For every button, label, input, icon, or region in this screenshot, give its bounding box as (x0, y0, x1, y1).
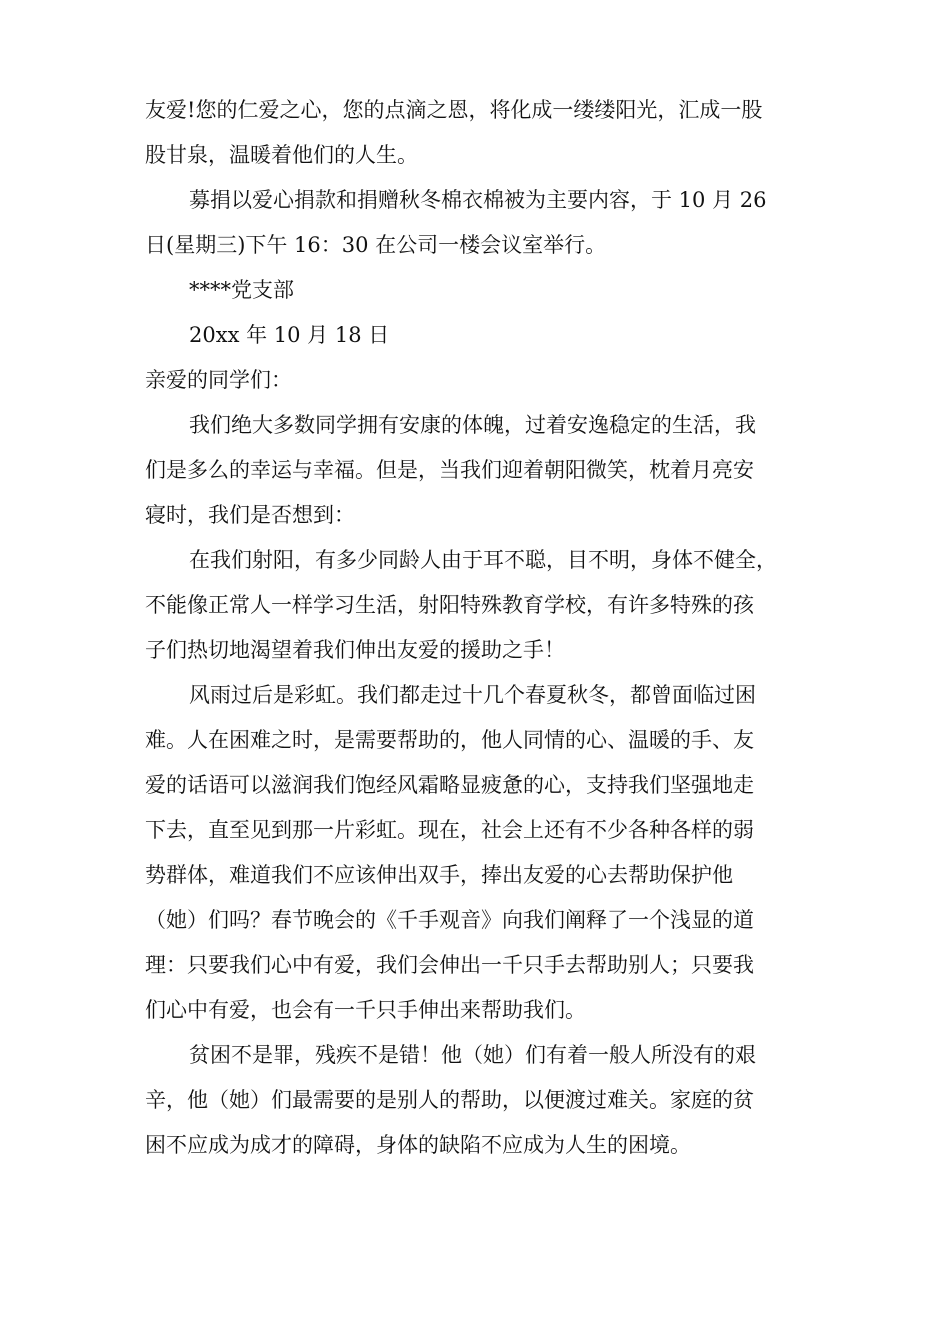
text-line: （她）们吗？春节晚会的《千手观音》向我们阐释了一个浅显的道 (145, 908, 754, 932)
text-line: 们是多么的幸运与幸福。但是，当我们迎着朝阳微笑，枕着月亮安 (145, 458, 754, 482)
text-line: 我们绝大多数同学拥有安康的体魄，过着安逸稳定的生活，我 (189, 413, 756, 437)
text-line: 在我们射阳，有多少同龄人由于耳不聪，目不明，身体不健全， (189, 548, 777, 572)
text-line: 下去，直至见到那一片彩虹。现在，社会上还有不少各种各样的弱 (145, 818, 754, 842)
text-line: 困不应成为成才的障碍，身体的缺陷不应成为人生的困境。 (145, 1133, 691, 1157)
text-line: 势群体，难道我们不应该伸出双手，捧出友爱的心去帮助保护他 (145, 863, 733, 887)
text-line: 难。人在困难之时，是需要帮助的，他人同情的心、温暖的手、友 (145, 728, 754, 752)
text-line: 寝时，我们是否想到： (145, 503, 355, 527)
text-line: 股甘泉，温暖着他们的人生。 (145, 143, 418, 167)
text-line: 募捐以爱心捐款和捐赠秋冬棉衣棉被为主要内容，于 10 月 26 (189, 188, 767, 212)
text-line: 爱的话语可以滋润我们饱经风霜略显疲惫的心，支持我们坚强地走 (145, 773, 754, 797)
text-line: 亲爱的同学们： (145, 368, 292, 392)
text-line: ****党支部 (189, 278, 294, 302)
text-line: 贫困不是罪，残疾不是错！他（她）们有着一般人所没有的艰 (189, 1043, 756, 1067)
text-line: 友爱!您的仁爱之心，您的点滴之恩，将化成一缕缕阳光，汇成一股 (145, 98, 763, 122)
text-line: 日(星期三)下午 16：30 在公司一楼会议室举行。 (145, 233, 607, 257)
text-line: 不能像正常人一样学习生活，射阳特殊教育学校，有许多特殊的孩 (145, 593, 754, 617)
text-line: 辛，他（她）们最需要的是别人的帮助，以便渡过难关。家庭的贫 (145, 1088, 754, 1112)
text-line: 们心中有爱，也会有一千只手伸出来帮助我们。 (145, 998, 586, 1022)
text-line: 子们热切地渴望着我们伸出友爱的援助之手！ (145, 638, 565, 662)
document-body (145, 88, 810, 1168)
text-line: 20xx 年 10 月 18 日 (189, 323, 390, 347)
text-line: 理：只要我们心中有爱，我们会伸出一千只手去帮助别人；只要我 (145, 953, 754, 977)
text-line: 风雨过后是彩虹。我们都走过十几个春夏秋冬，都曾面临过困 (189, 683, 756, 707)
